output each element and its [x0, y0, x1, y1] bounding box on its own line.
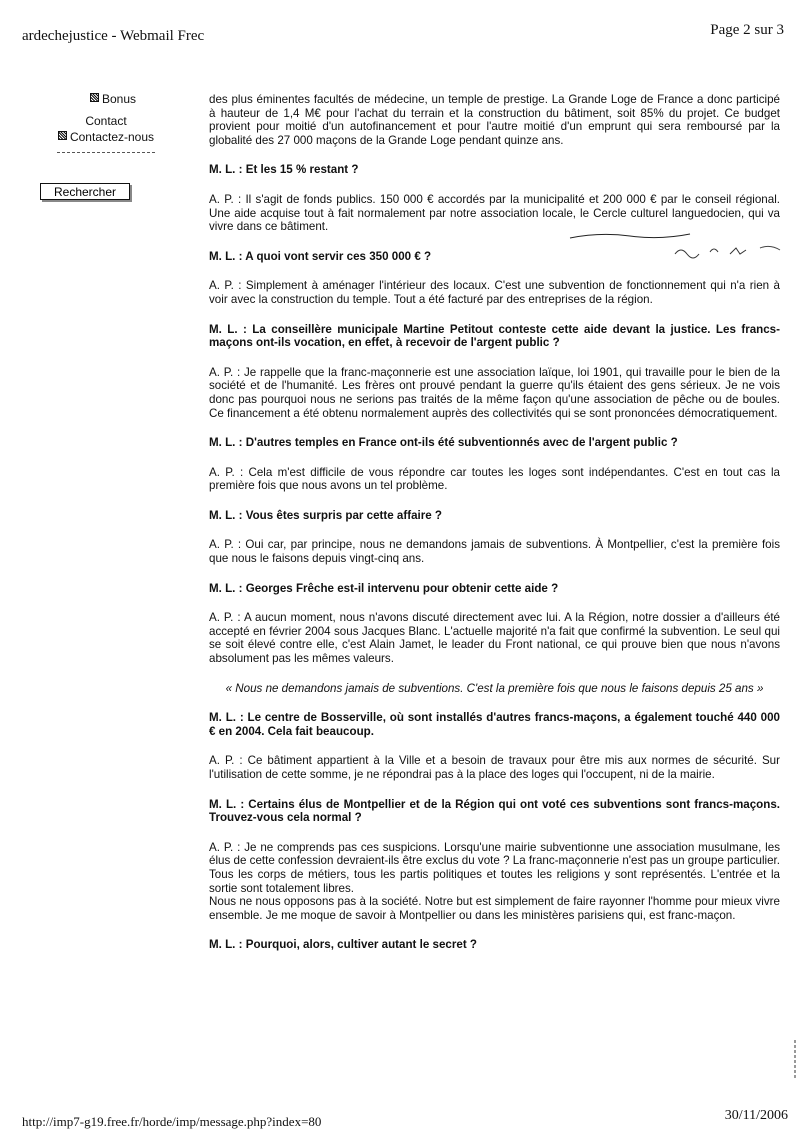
interview-answer: des plus éminentes facultés de médecine, un temple de prestige. La Grande Loge de France a donc participé à hauteur de 1,4 M€ pour l'achat du terrain et la construction du bâtiment, soit 85% du projet. Ce budget provient pour moitié d'un autofinancement et pour l'autre moitié d'un emprunt qui sera remboursé par la globalité des 27 000 maçons de la Grande Loge pendant quinze ans.: [209, 93, 780, 147]
interview-answer: A. P. : Il s'agit de fonds publics. 150 000 € accordés par la municipalité et 200 000 € par le conseil régional. Une aide acquise tout à fait normalement par notre association locale, le Cercle culturel languedocien, qui va vivre dans ce bâtiment.: [209, 192, 780, 234]
sidebar-item-label: Contactez-nous: [69, 130, 155, 144]
interview-answer: A. P. : Je ne comprends pas ces suspicions. Lorsqu'une mairie subventionne une association musulmane, les élus de cette confession devraient-ils être exclus du vote ? La franc-maçonnerie n'est pas un groupe particulier. Tous les corps de métiers, tous les partis politiques et toutes les religions y sont représentés. L'entrée et la sortie sont totalement libres. Nous ne nous opposons pas à la société. Notre but est simplement de faire rayonner l'homme pour mieux vivre ensemble. Je me moque de savoir à Montpellier ou dans les ministères parisiens qui, est franc-maçon.: [209, 840, 780, 922]
interview-answer: A. P. : Ce bâtiment appartient à la Ville et a besoin de travaux pour être mis aux normes de sécurité. Sur l'utilisation de cette somme, je ne répondrai pas à la place des loges qui l'occupent, ni de la mairie.: [209, 754, 780, 781]
interview-answer: A. P. : A aucun moment, nous n'avons discuté directement avec lui. A la Région, notre dossier a d'ailleurs été accepté en février 2004 sous Jacques Blanc. L'actuelle majorité n'a fait que confirmé la subvention. Le seul qui se soit élevé contre elle, c'est Alain Jamet, le leader du Front national, ce qui prouve bien que nous n'avons absolument pas les mêmes valeurs.: [209, 611, 780, 666]
interview-question: M. L. : Vous êtes surpris par cette affaire ?: [209, 508, 443, 522]
sidebar-divider: [57, 152, 155, 153]
page-number: Page 2 sur 3: [710, 22, 784, 38]
interview-question: M. L. : A quoi vont servir ces 350 000 € ?: [209, 249, 432, 263]
search-button[interactable]: Rechercher: [40, 183, 130, 200]
bullet-icon: [58, 131, 67, 140]
handwritten-scribble: [560, 224, 800, 264]
print-footer-date: 30/11/2006: [724, 1108, 788, 1123]
interview-question: M. L. : La conseillère municipale Martine Petitout conteste cette aide devant la justice. Les francs-maçons ont-ils vocation, en effet, à recevoir de l'argent public ?: [209, 322, 780, 350]
interview-answer: A. P. : Oui car, par principe, nous ne demandons jamais de subventions. À Montpellier, c'est la première fois que nous le faisons depuis vingt-cinq ans.: [209, 538, 780, 566]
bullet-icon: [90, 93, 99, 102]
sidebar-item-contactez-nous[interactable]: [36, 130, 176, 144]
sidebar-item-contact[interactable]: Contact: [85, 114, 127, 128]
print-footer-url: http://imp7-g19.free.fr/horde/imp/message.php?index=80: [22, 1114, 322, 1129]
margin-mark: [792, 1040, 798, 1080]
interview-question: M. L. : Le centre de Bosserville, où sont installés d'autres francs-maçons, a également touché 440 000 € en 2004. Cela fait beaucoup.: [209, 711, 780, 738]
interview-question: M. L. : Certains élus de Montpellier et de la Région qui ont voté ces subventions sont francs-maçons. Trouvez-vous cela normal ?: [209, 797, 780, 825]
pull-quote: « Nous ne demandons jamais de subventions. C'est la première fois que nous le faisons depuis 25 ans »: [225, 681, 764, 695]
interview-question: M. L. : Georges Frêche est-il intervenu pour obtenir cette aide ?: [209, 581, 559, 595]
interview-question: M. L. : D'autres temples en France ont-ils été subventionnés avec de l'argent public ?: [209, 436, 678, 450]
interview-answer: A. P. : Je rappelle que la franc-maçonnerie est une association laïque, loi 1901, qui travaille pour le bien de la société et de l'humanité. Les frères ont prouvé pendant la guerre qu'ils étaient des gens sérieux. Je ne vois donc pas pourquoi nous ne serions pas traités de la même façon qu'une association de pêche ou de boules. Ce financement a été obtenu normalement auprès des collectivités qui se sont prononcées démocratiquement.: [209, 365, 780, 420]
interview-answer: A. P. : Simplement à aménager l'intérieur des locaux. C'est une subvention de fonctionnement qui n'a rien à voir avec la construction du temple. Tout a été facturé par des entreprises de la région.: [209, 279, 780, 306]
interview-question: M. L. : Et les 15 % restant ?: [209, 163, 359, 177]
sidebar: [36, 92, 176, 153]
interview-question: M. L. : Pourquoi, alors, cultiver autant le secret ?: [209, 938, 477, 952]
interview-answer: A. P. : Cela m'est difficile de vous répondre car toutes les loges sont indépendantes. C'est en tout cas la première fois que nous avons un tel problème.: [209, 465, 780, 493]
sidebar-item-bonus[interactable]: [52, 92, 176, 106]
sidebar-item-label: Bonus: [102, 92, 137, 106]
print-header-title: ardechejustice - Webmail Frec: [22, 28, 205, 44]
